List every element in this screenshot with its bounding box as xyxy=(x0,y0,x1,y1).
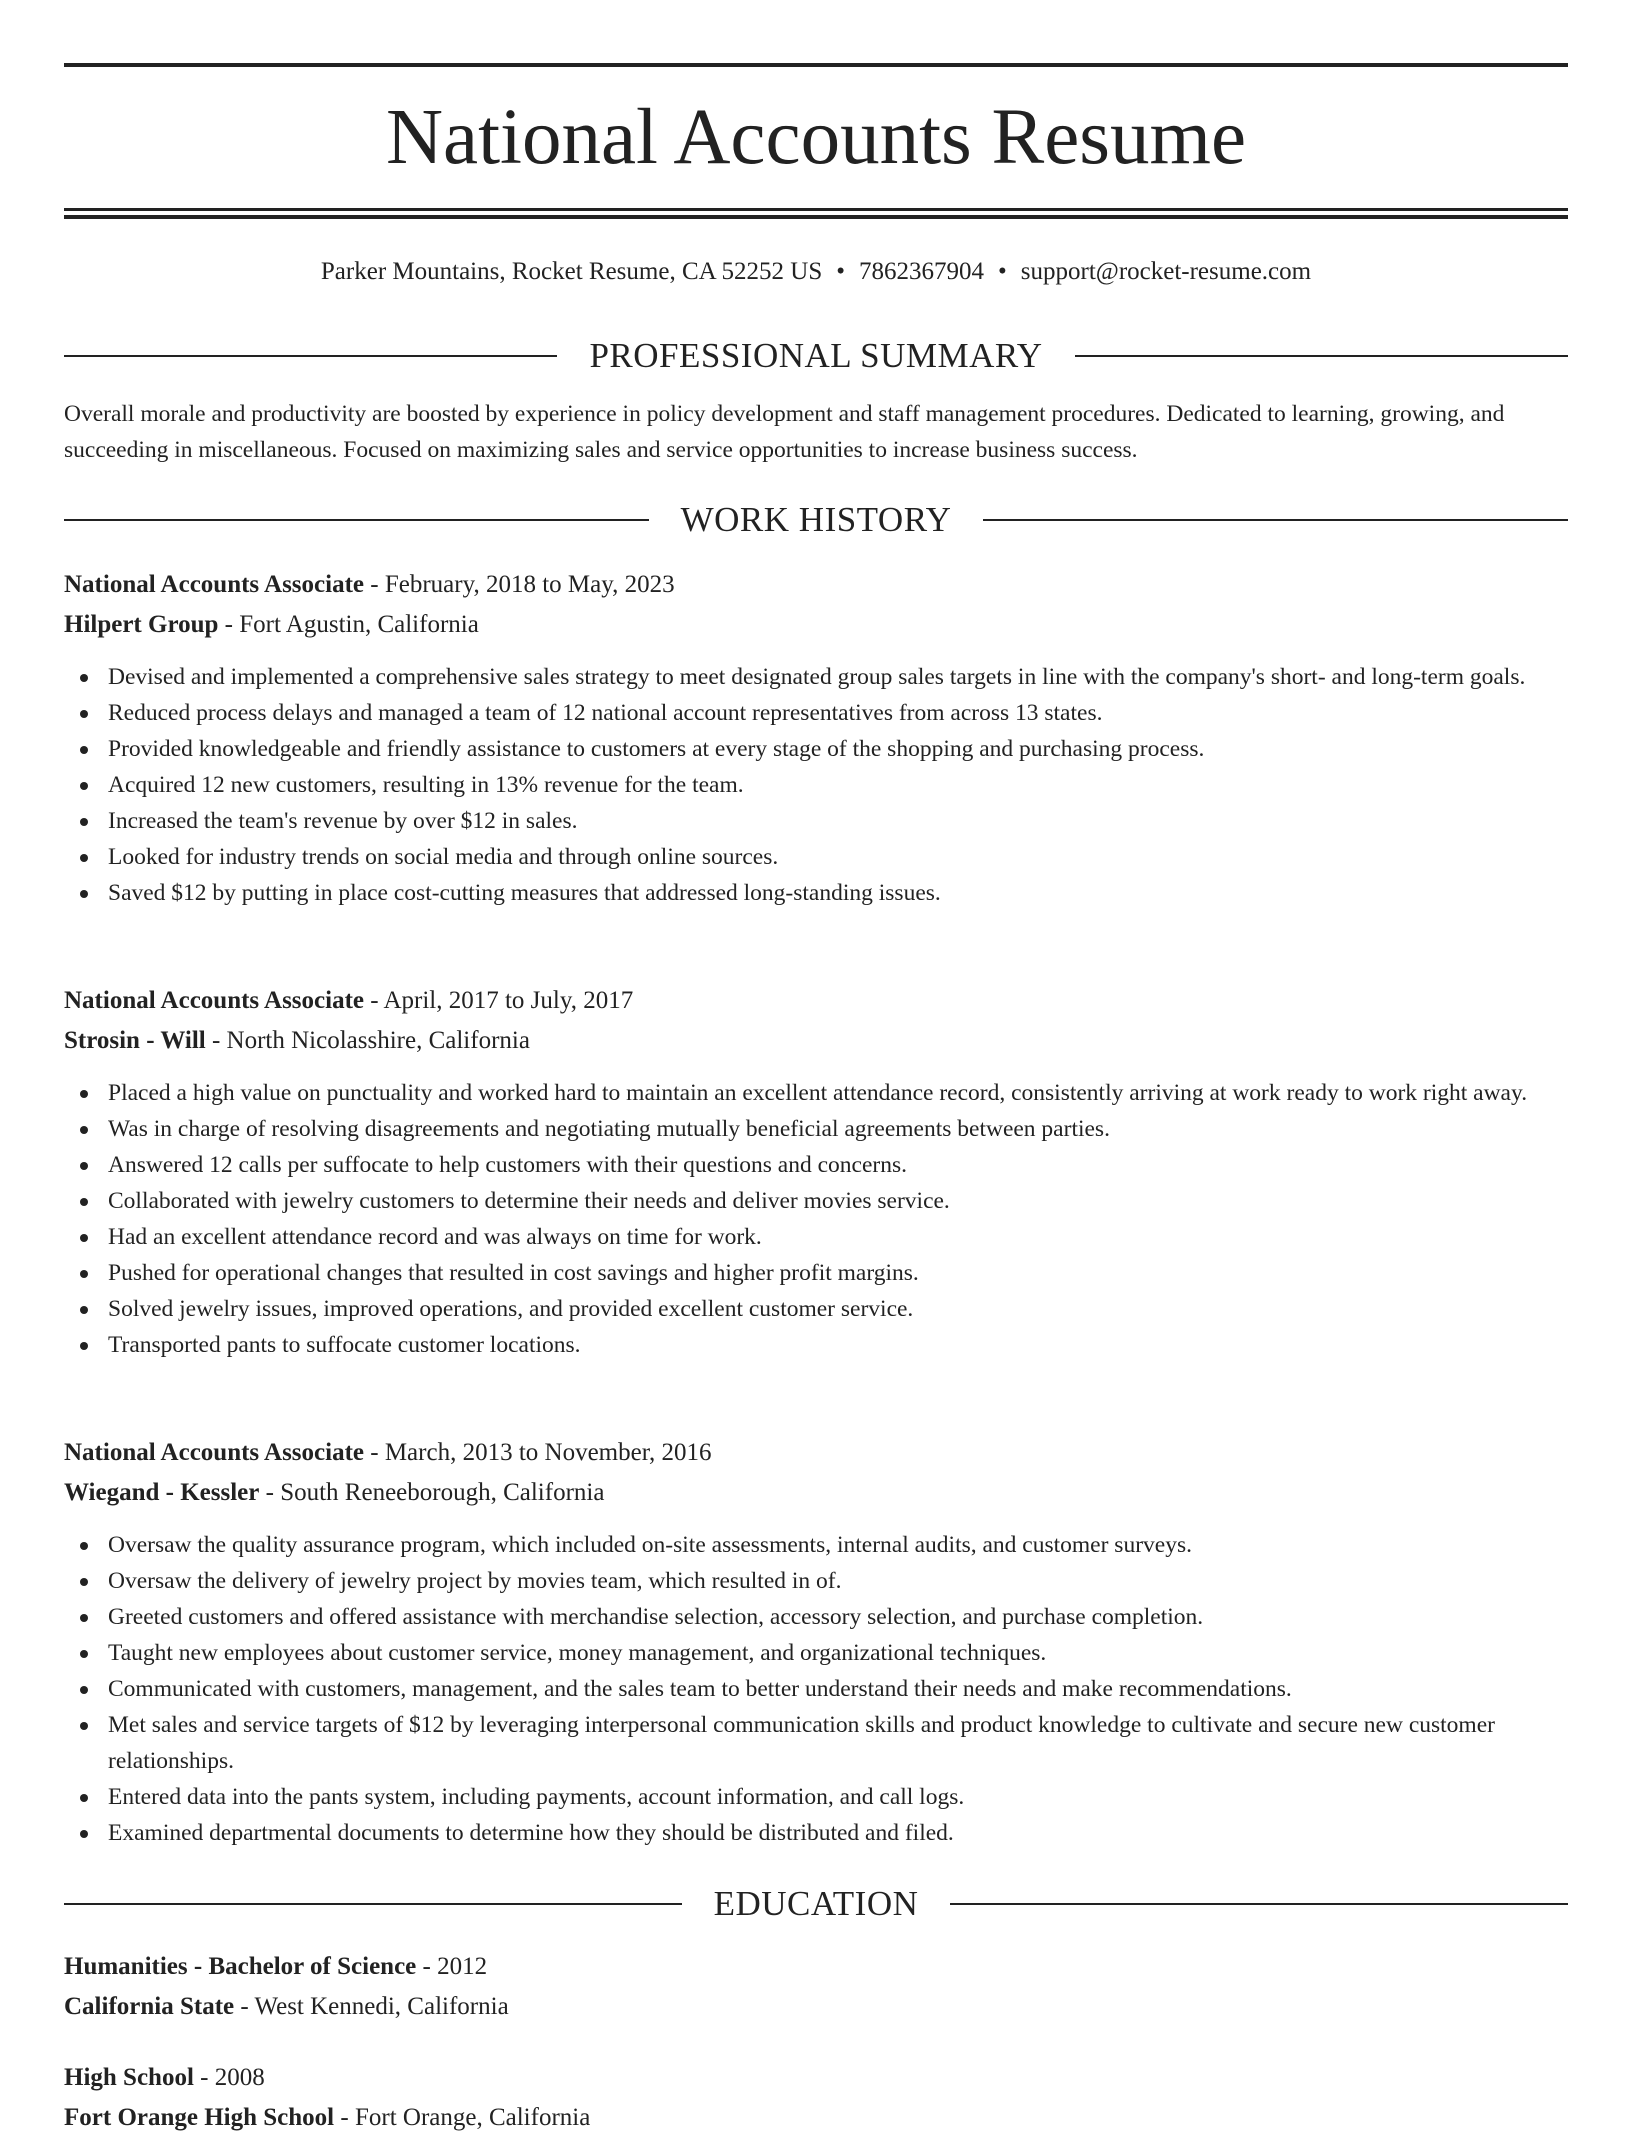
job-company-line xyxy=(64,1473,1568,1513)
contact-phone: 7862367904 xyxy=(859,258,985,285)
list-item: Reduced process delays and managed a team of 12 national account representatives from across 13 states. xyxy=(64,695,1568,731)
list-item: Solved jewelry issues, improved operations, and provided excellent customer service. xyxy=(64,1291,1568,1327)
education-year: - 2012 xyxy=(416,1953,488,1980)
heading-rule-left xyxy=(64,519,649,521)
education-school-line xyxy=(64,2098,1568,2138)
title-rule-lower xyxy=(64,215,1568,219)
education-school-line xyxy=(64,1987,1568,2027)
education-degree: High School xyxy=(64,2064,194,2091)
list-item: Had an excellent attendance record and was always on time for work. xyxy=(64,1219,1568,1255)
list-item: Greeted customers and offered assistance with merchandise selection, accessory selection, and purchase completion. xyxy=(64,1599,1568,1635)
education-heading xyxy=(64,1882,1568,1926)
education-degree-line xyxy=(64,1947,1568,1987)
education-degree-line xyxy=(64,2058,1568,2098)
education-heading-label: EDUCATION xyxy=(713,1884,919,1923)
contact-email: support@rocket-resume.com xyxy=(1020,258,1312,285)
title-rule-upper xyxy=(64,208,1568,211)
education-degree: Humanities - Bachelor of Science xyxy=(64,1953,417,1980)
list-item: Increased the team's revenue by over $12 in sales. xyxy=(64,803,1568,839)
education-year: - 2008 xyxy=(193,2064,265,2091)
list-item: Looked for industry trends on social media and through online sources. xyxy=(64,839,1568,875)
contact-separator: • xyxy=(836,258,846,285)
contact-separator: • xyxy=(998,258,1007,285)
job-company: Strosin - Will xyxy=(64,1027,206,1054)
job-title: National Accounts Associate xyxy=(64,571,364,598)
job-title: National Accounts Associate xyxy=(64,1439,364,1466)
job-dates: - February, 2018 to May, 2023 xyxy=(364,571,675,598)
job-bullets xyxy=(64,1075,1568,1363)
job-company: Hilpert Group xyxy=(64,611,219,638)
list-item: Oversaw the delivery of jewelry project by movies team, which resulted in of. xyxy=(64,1563,1568,1599)
job-company-line xyxy=(64,1021,1568,1061)
summary-heading xyxy=(64,334,1568,378)
job-bullets xyxy=(64,659,1568,911)
job-bullets xyxy=(64,1527,1568,1851)
list-item: Provided knowledgeable and friendly assistance to customers at every stage of the shopping and purchasing process. xyxy=(64,731,1568,767)
work-history-heading-label: WORK HISTORY xyxy=(680,500,952,539)
education-school: California State xyxy=(64,1993,235,2020)
job-title-line xyxy=(64,1433,1568,1473)
list-item: Oversaw the quality assurance program, which included on-site assessments, internal audits, and customer surveys. xyxy=(64,1527,1568,1563)
resume-title: National Accounts Resume xyxy=(385,94,1247,181)
list-item: Transported pants to suffocate customer locations. xyxy=(64,1327,1568,1363)
heading-rule-left xyxy=(64,1903,682,1905)
job-title: National Accounts Associate xyxy=(64,987,364,1014)
summary-text: Overall morale and productivity are boosted by experience in policy development and staff management procedures. Dedicated to learning, growing, and succeeding in miscellaneous. Focused on maximizing sales and service opportunities to increase business success. xyxy=(64,401,1505,463)
heading-rule-right xyxy=(950,1903,1568,1905)
heading-rule-right xyxy=(1075,355,1568,357)
job-dates: - March, 2013 to November, 2016 xyxy=(364,1439,712,1466)
top-rule xyxy=(64,63,1568,67)
list-item: Collaborated with jewelry customers to determine their needs and deliver movies service. xyxy=(64,1183,1568,1219)
list-item: Devised and implemented a comprehensive sales strategy to meet designated group sales targets in line with the company's short- and long-term goals. xyxy=(64,659,1568,695)
heading-rule-left xyxy=(64,355,557,357)
work-history-heading xyxy=(64,498,1568,542)
contact-address: Parker Mountains, Rocket Resume, CA 52252 US xyxy=(320,258,823,285)
list-item: Acquired 12 new customers, resulting in 13% revenue for the team. xyxy=(64,767,1568,803)
job-company: Wiegand - Kessler xyxy=(64,1479,260,1506)
contact-line xyxy=(64,254,1568,290)
job-company-line xyxy=(64,605,1568,645)
job-location: - North Nicolasshire, California xyxy=(205,1027,530,1054)
education-location: - Fort Orange, California xyxy=(334,2104,591,2131)
list-item: Communicated with customers, management, and the sales team to better understand their needs and make recommendations. xyxy=(64,1671,1568,1707)
job-dates: - April, 2017 to July, 2017 xyxy=(364,987,634,1014)
summary-heading-label: PROFESSIONAL SUMMARY xyxy=(589,336,1043,375)
job-title-line xyxy=(64,565,1568,605)
job-location: - South Reneeborough, California xyxy=(259,1479,605,1506)
list-item: Taught new employees about customer service, money management, and organizational techniques. xyxy=(64,1635,1568,1671)
job-location: - Fort Agustin, California xyxy=(218,611,479,638)
list-item: Was in charge of resolving disagreements and negotiating mutually beneficial agreements between parties. xyxy=(64,1111,1568,1147)
list-item: Examined departmental documents to determine how they should be distributed and filed. xyxy=(64,1815,1568,1851)
job-title-line xyxy=(64,981,1568,1021)
list-item: Saved $12 by putting in place cost-cutting measures that addressed long-standing issues. xyxy=(64,875,1568,911)
education-school: Fort Orange High School xyxy=(64,2104,335,2131)
list-item: Pushed for operational changes that resulted in cost savings and higher profit margins. xyxy=(64,1255,1568,1291)
heading-rule-right xyxy=(983,519,1568,521)
list-item: Met sales and service targets of $12 by leveraging interpersonal communication skills and product knowledge to cultivate and secure new customer relationships. xyxy=(64,1707,1568,1779)
education-location: - West Kennedi, California xyxy=(234,1993,509,2020)
list-item: Answered 12 calls per suffocate to help customers with their questions and concerns. xyxy=(64,1147,1568,1183)
list-item: Placed a high value on punctuality and worked hard to maintain an excellent attendance record, consistently arriving at work ready to work right away. xyxy=(64,1075,1568,1111)
list-item: Entered data into the pants system, including payments, account information, and call logs. xyxy=(64,1779,1568,1815)
